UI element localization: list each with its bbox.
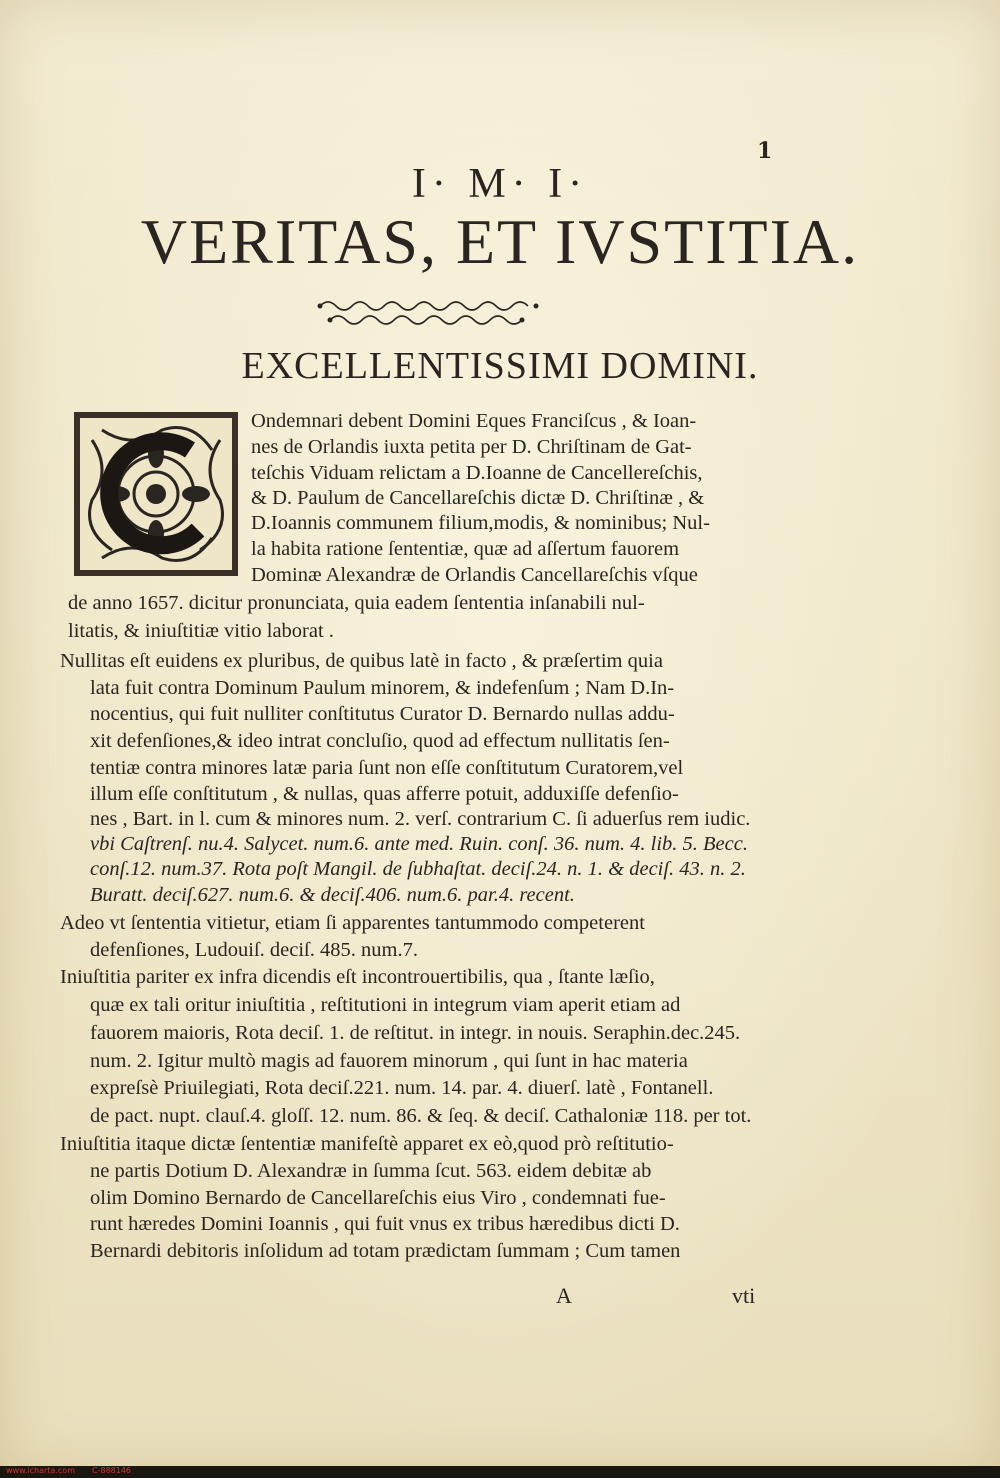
text-line: Buratt. deciſ.627. num.6. & deciſ.406. num.6. par.4. recent. <box>90 884 575 906</box>
text-line: defenſiones, Ludouiſ. deciſ. 485. num.7. <box>90 939 418 961</box>
footer-bar <box>0 1466 1000 1478</box>
text-line: D.Ioannis communem filium,modis, & nominibus; Nul- <box>251 512 710 534</box>
text-line: de pact. nupt. clauſ.4. gloſſ. 12. num. 86. & ſeq. & deciſ. Cathaloniæ 118. per tot. <box>90 1105 752 1127</box>
text-line: Bernardi debitoris inſolidum ad totam prædictam ſummam ; Cum tamen <box>90 1240 681 1262</box>
decorated-initial-c <box>72 410 240 578</box>
invocation-imi: I· M· I· <box>411 161 589 207</box>
text-line: Dominæ Alexandræ de Orlandis Cancellareſchis vſque <box>251 564 698 586</box>
text-line: xit defenſiones,& ideo intrat concluſio, quod ad effectum nullitatis ſen- <box>90 730 670 752</box>
text-line: tentiæ contra minores latæ paria ſunt non eſſe conſtitutum Curatorem,vel <box>90 757 684 779</box>
text-line: nocentius, qui fuit nulliter conſtitutus Curator D. Bernardo nullas addu- <box>90 703 675 725</box>
footer-site: www.icharta.com <box>6 1466 75 1475</box>
text-line: Ondemnari debent Domini Eques Franciſcus , & Ioan- <box>251 410 697 432</box>
text-line: fauorem maioris, Rota deciſ. 1. de reſtitut. in integr. in nouis. Seraphin.dec.245. <box>90 1022 741 1044</box>
ornament-divider <box>310 296 545 330</box>
text-line: Iniuſtitia pariter ex infra dicendis eſt incontrouertibilis, qua , ſtante læſio, <box>60 966 655 988</box>
text-line: illum eſſe conſtitutum , & nullas, quas afferre potuit, adduxiſſe defenſio- <box>90 783 679 805</box>
text-line: vbi Caſtrenſ. nu.4. Salycet. num.6. ante med. Ruin. conſ. 36. num. 4. lib. 5. Becc. <box>90 833 748 855</box>
text-line: Adeo vt ſententia vitietur, etiam ſi apparentes tantummodo competerent <box>60 912 645 934</box>
text-line: litatis, & iniuſtitiæ vitio laborat . <box>68 620 334 642</box>
text-line: nes , Bart. in l. cum & minores num. 2. verſ. contrarium C. ſi aduerſus rem iudic. <box>90 808 751 830</box>
text-line: la habita ratione ſententiæ, quæ ad aſſertum fauorem <box>251 538 680 560</box>
text-line: expreſsè Priuilegiati, Rota deciſ.221. num. 14. par. 4. diuerſ. latè , Fontanell. <box>90 1077 714 1099</box>
text-line: Iniuſtitia itaque dictæ ſententiæ manifeſtè apparet ex eò,quod prò reſtitutio- <box>60 1133 674 1155</box>
text-line: olim Domino Bernardo de Cancellareſchis eius Viro , condemnati fue- <box>90 1187 666 1209</box>
text-line: quæ ex tali oritur iniuſtitia , reſtitutioni in integrum viam aperit etiam ad <box>90 994 681 1016</box>
text-line: conſ.12. num.37. Rota poſt Mangil. de ſubhaſtat. deciſ.24. n. 1. & deciſ. 43. n. 2. <box>90 858 746 880</box>
text-line: Nullitas eſt euidens ex pluribus, de quibus latè in facto , & præſertim quia <box>60 650 663 672</box>
signature-mark: A <box>556 1283 572 1308</box>
text-line: nes de Orlandis iuxta petita per D. Chriſtinam de Gat- <box>251 436 692 458</box>
address-heading: EXCELLENTISSIMI DOMINI. <box>241 345 759 387</box>
text-line: de anno 1657. dicitur pronunciata, quia eadem ſententia inſanabili nul- <box>68 592 645 614</box>
text-line: ne partis Dotium D. Alexandræ in ſumma ſcut. 563. eidem debitæ ab <box>90 1160 652 1182</box>
text-line: runt hæredes Domini Ioannis , qui fuit vnus ex tribus hæredibus dicti D. <box>90 1213 680 1235</box>
text-line: & D. Paulum de Cancellareſchis dictæ D. Chriſtinæ , & <box>251 487 705 509</box>
text-line: lata fuit contra Dominum Paulum minorem, & indefenſum ; Nam D.In- <box>90 677 675 699</box>
text-line: num. 2. Igitur multò magis ad fauorem minorum , qui ſunt in hac materia <box>90 1050 688 1072</box>
page-number: 1 <box>757 138 773 164</box>
footer-code: C-888146 <box>92 1466 132 1475</box>
catchword: vti <box>732 1283 756 1308</box>
document-title: VERITAS, ET IVSTITIA. <box>140 206 860 277</box>
text-line: teſchis Viduam relictam a D.Ioanne de Cancellereſchis, <box>251 462 703 484</box>
